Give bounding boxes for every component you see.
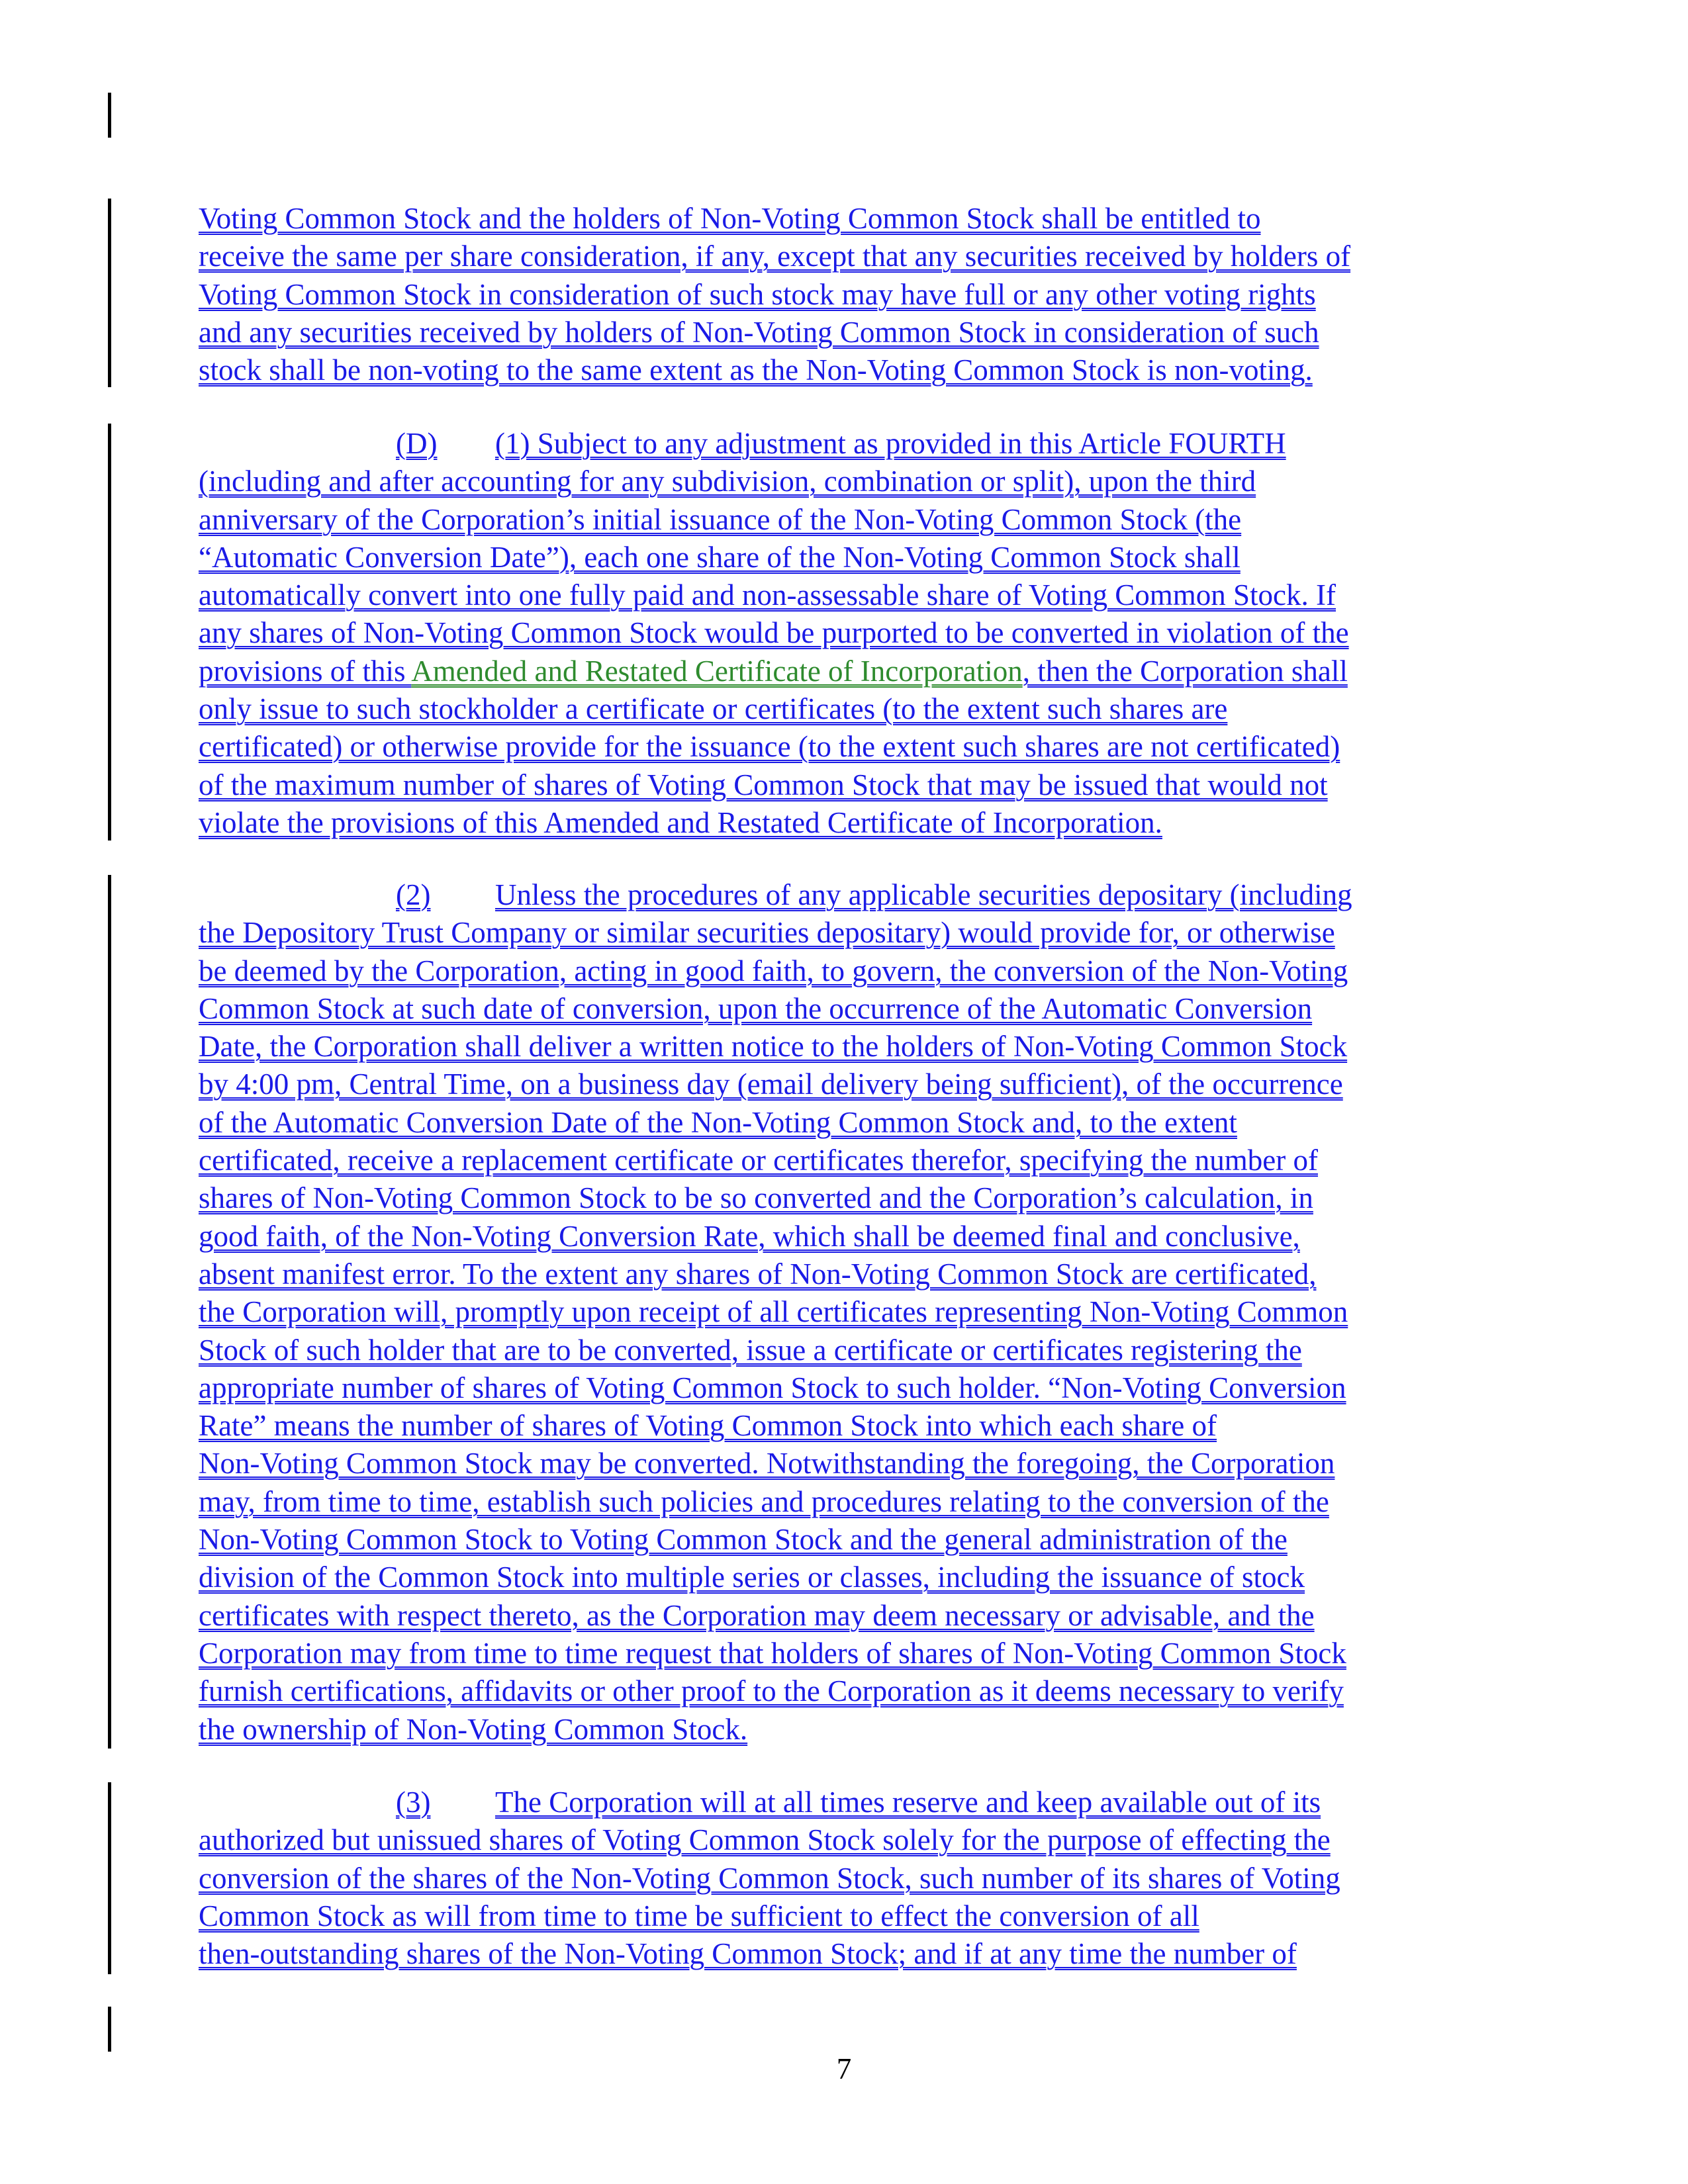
text-line: violate the provisions of this Amended and Restated Certificate of Incorporation. [199, 805, 1162, 839]
paragraph-d3 [199, 1784, 1509, 1973]
text-line: Rate” means the number of shares of Voting Common Stock into which each share of [199, 1409, 1217, 1443]
change-bar [108, 2007, 111, 2052]
text-line: division of the Common Stock into multiple series or classes, including the issuance of stock [199, 1561, 1305, 1594]
text-line: any shares of Non-Voting Common Stock would be purported to be converted in violation of the [199, 616, 1349, 650]
text-line: by 4:00 pm, Central Time, on a business day (email delivery being sufficient), of the occurrence [199, 1068, 1343, 1101]
text-line: (including and after accounting for any subdivision, combination or split), upon the third [199, 465, 1256, 498]
text-line: anniversary of the Corporation’s initial issuance of the Non-Voting Common Stock (the [199, 502, 1242, 536]
text-line: Stock of such holder that are to be converted, issue a certificate or certificates registering the [199, 1333, 1302, 1367]
text-line: receive the same per share consideration, if any, except that any securities received by holders of [199, 240, 1351, 273]
text-line: certificated, receive a replacement certificate or certificates therefor, specifying the number of [199, 1144, 1318, 1177]
page-number: 7 [836, 2052, 852, 2085]
text-line: Non-Voting Common Stock may be converted. Notwithstanding the foregoing, the Corporation [199, 1447, 1335, 1480]
paragraph-d1 [199, 425, 1509, 842]
text-line: (1) Subject to any adjustment as provided in this Article FOURTH [495, 427, 1286, 460]
text-line: absent manifest error. To the extent any shares of Non-Voting Common Stock are certificated, [199, 1257, 1317, 1291]
text-line: appropriate number of shares of Voting Common Stock to such holder. “Non-Voting Conversion [199, 1371, 1346, 1404]
change-bar [108, 424, 111, 841]
text-line: shares of Non-Voting Common Stock to be so converted and the Corporation’s calculation, in [199, 1181, 1313, 1215]
text-line: Non-Voting Common Stock to Voting Common Stock and the general administration of the [199, 1523, 1288, 1557]
text-line: The Corporation will at all times reserve and keep available out of its [495, 1786, 1321, 1819]
text-line: Corporation may from time to time request that holders of shares of Non-Voting Common Stock [199, 1636, 1346, 1670]
text-line: Voting Common Stock and the holders of Non-Voting Common Stock shall be entitled to [199, 202, 1261, 235]
text-line: Voting Common Stock in consideration of such stock may have full or any other voting rights [199, 277, 1316, 311]
text-line: the Depository Trust Company or similar securities depositary) would provide for, or otherwise [199, 916, 1335, 950]
text-line: the ownership of Non-Voting Common Stock. [199, 1712, 748, 1746]
paragraph-c-continued [199, 200, 1509, 389]
highlighted-defined-term: Amended and Restated Certificate of Incorporation [411, 654, 1023, 688]
text-line: of the Automatic Conversion Date of the Non-Voting Common Stock and, to the extent [199, 1105, 1237, 1139]
text-line: stock shall be non-voting to the same extent as the Non-Voting Common Stock is non-voting. [199, 353, 1313, 387]
change-bar [108, 1782, 111, 1974]
text-line: Common Stock as will from time to time be sufficient to effect the conversion of all [199, 1899, 1199, 1933]
text-segment: provisions of this [199, 654, 412, 688]
text-line: authorized but unissued shares of Voting Common Stock solely for the purpose of effecting the [199, 1823, 1331, 1857]
text-line: of the maximum number of shares of Voting Common Stock that may be issued that would not [199, 768, 1328, 801]
text-line: may, from time to time, establish such policies and procedures relating to the conversion of the [199, 1484, 1329, 1518]
text-line: automatically convert into one fully paid and non-assessable share of Voting Common Stock. If [199, 578, 1336, 612]
text-line: certificated) or otherwise provide for the issuance (to the extent such shares are not certificated) [199, 730, 1340, 764]
text-line: Unless the procedures of any applicable securities depositary (including [495, 878, 1352, 911]
text-line: certificates with respect thereto, as the Corporation may deem necessary or advisable, and the [199, 1598, 1315, 1632]
section-label: (3) [396, 1786, 431, 1819]
section-label: (D) [396, 427, 438, 460]
text-segment: , then the Corporation shall [1022, 654, 1348, 688]
text-line: Date, the Corporation shall deliver a written notice to the holders of Non-Voting Common Stock [199, 1030, 1348, 1064]
text-line: conversion of the shares of the Non-Voting Common Stock, such number of its shares of Voting [199, 1861, 1340, 1895]
text-line: Common Stock at such date of conversion, upon the occurrence of the Automatic Conversion [199, 991, 1313, 1025]
change-bar [108, 199, 111, 387]
text-line: then-outstanding shares of the Non-Voting Common Stock; and if at any time the number of [199, 1937, 1297, 1971]
text-line: be deemed by the Corporation, acting in good faith, to govern, the conversion of the Non-Voting [199, 954, 1348, 987]
text-line: “Automatic Conversion Date”), each one share of the Non-Voting Common Stock shall [199, 540, 1241, 574]
text-line: only issue to such stockholder a certificate or certificates (to the extent such shares are [199, 692, 1228, 726]
change-bar [108, 875, 111, 1749]
text-line: and any securities received by holders of Non-Voting Common Stock in consideration of such [199, 315, 1319, 349]
text-line: good faith, of the Non-Voting Conversion Rate, which shall be deemed final and conclusive, [199, 1219, 1300, 1253]
section-label: (2) [396, 878, 431, 911]
paragraph-d2 [199, 876, 1509, 1749]
text-line: furnish certifications, affidavits or other proof to the Corporation as it deems necessary to verify [199, 1674, 1344, 1708]
change-bar [108, 93, 111, 138]
text-line: the Corporation will, promptly upon receipt of all certificates representing Non-Voting Common [199, 1295, 1348, 1329]
